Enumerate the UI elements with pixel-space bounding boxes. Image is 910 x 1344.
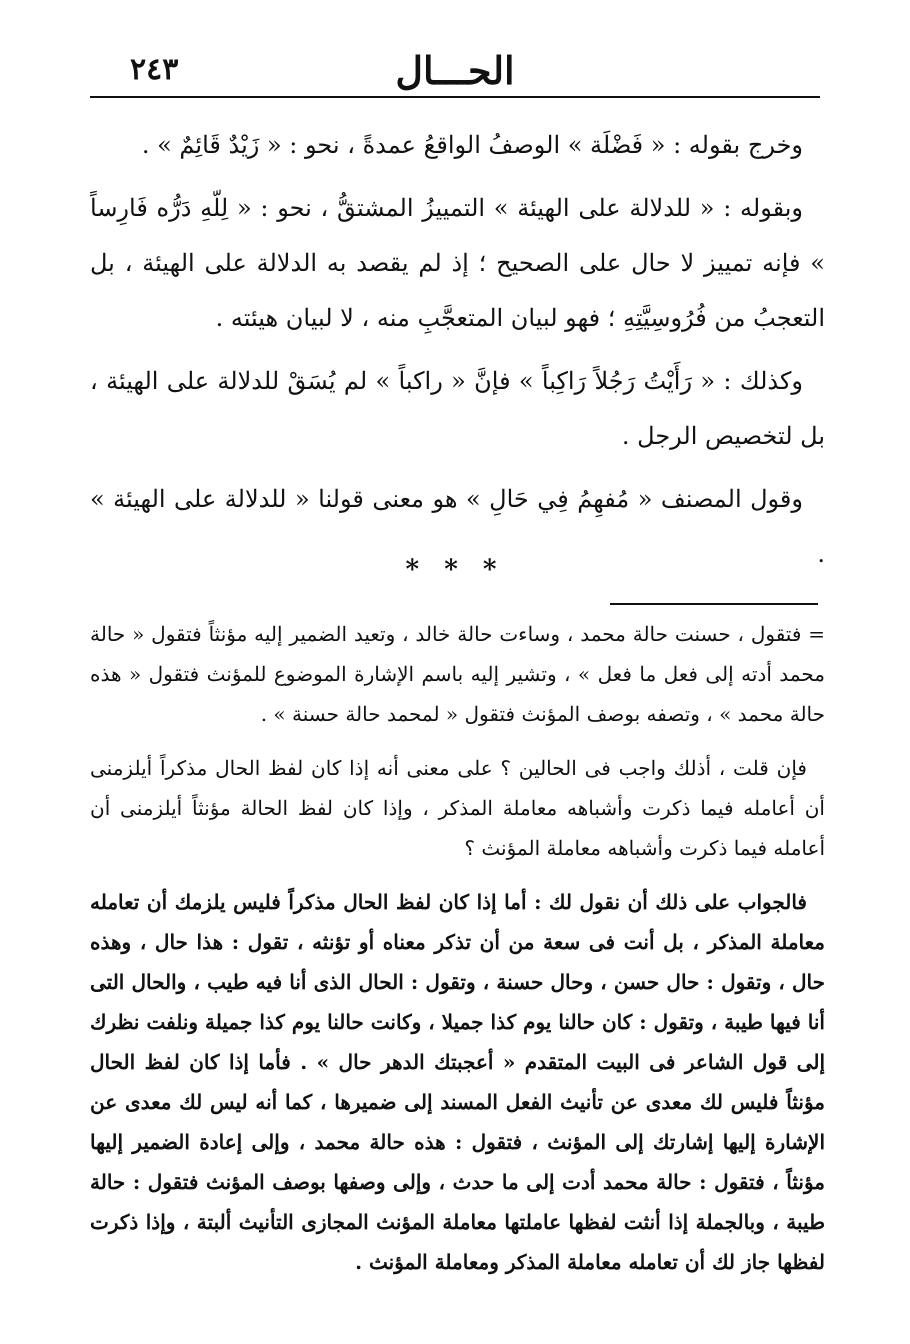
footnote-paragraph: فإن قلت ، أذلك واجب فى الحالين ؟ على معنى أنه إذا كان لفظ الحال مذكراً أيلزمنى أن أعامله فيما ذكرت وأشباهه معاملة المذكر ، وإذا كان لفظ الحالة مؤنثاً أيلزمنى أن أعامله فيما ذكرت وأشباهه معاملة المؤنث ؟ — [90, 756, 825, 860]
paragraph: وكذلك : « رَأَيْتُ رَجُلاً رَاكِباً » فإنَّ « راكباً » لم يُسَقْ للدلالة على الهيئة ، بل لتخصيص الرجل . — [90, 367, 825, 450]
footnote-paragraph: = فتقول ، حسنت حالة محمد ، وساءت حالة خالد ، وتعيد الضمير إليه مؤنثاً فتقول « حالة محمد أدته إلى فعل ما فعل » ، وتشير إليه باسم الإشارة الموضوع للمؤنث فتقول « هذه حالة محمد » ، وتصفه بوصف المؤنث فتقول « لمحمد حالة حسنة » . — [90, 622, 825, 726]
main-text — [90, 118, 825, 590]
paragraph: وقول المصنف « مُفهِمُ فِي حَالِ » هو معنى قولنا « للدلالة على الهيئة » . — [90, 485, 825, 568]
page-number: ٢٤٣ — [130, 52, 179, 87]
page-header — [90, 40, 820, 98]
section-separator: * * * — [405, 555, 505, 585]
paragraph: وبقوله : « للدلالة على الهيئة » التمييزُ المشتقُّ ، نحو : « لِلّهِ دَرُّه فَارِساً » فإنه تمييز لا حال على الصحيح ؛ إذ لم يقصد به الدلالة على الهيئة ، بل التعجبُ من فُرُوسِيَّتِهِ ؛ فهو لبيان المتعجَّبِ منه ، لا لبيان هيئته . — [90, 194, 825, 332]
footnote-paragraph: فالجواب على ذلك أن نقول لك : أما إذا كان لفظ الحال مذكراً فليس يلزمك أن تعامله معاملة المذكر ، بل أنت فى سعة من أن تذكر معناه أو تؤنثه ، تقول : هذا حال ، وهذه حال ، وتقول : حال حسن ، وحال حسنة ، وتقول : الحال الذى أنا فيه طيب ، والحال التى أنا فيها طيبة ، وتقول : كان حالنا يوم كذا جميلا ، وكانت حالنا يوم كذا جميلة ونلفت نظرك إلى قول الشاعر فى البيت المتقدم « أعجبتك الدهر حال » . فأما إذا كان لفظ الحال مؤنثاً فليس لك معدى عن تأنيث الفعل المسند إلى ضميرها ، كما أنه ليس لك معدى عن الإشارة إليها إشارتك إلى المؤنث ، فتقول : هذه حالة محمد ، وإلى إعادة الضمير إليها مؤنثاً ، فتقول : حالة محمد أدت إلى ما حدث ، وإلى وصفها بوصف المؤنث فتقول : حالة طيبة ، وبالجملة إذا أنثت لفظها عاملتها معاملة المؤنث المجازى التأنيث ألبتة ، وإذا ذكرت لفظها جاز لك أن تعامله معاملة المذكر ومعاملة المؤنث . — [90, 890, 825, 1274]
footnotes — [90, 614, 825, 1296]
footnote-divider — [610, 603, 818, 605]
running-title: الحـــال — [395, 48, 515, 93]
paragraph: وخرج بقوله : « فَضْلَة » الوصفُ الواقعُ عمدةً ، نحو : « زَيْدٌ قَائِمٌ » . — [141, 131, 803, 159]
